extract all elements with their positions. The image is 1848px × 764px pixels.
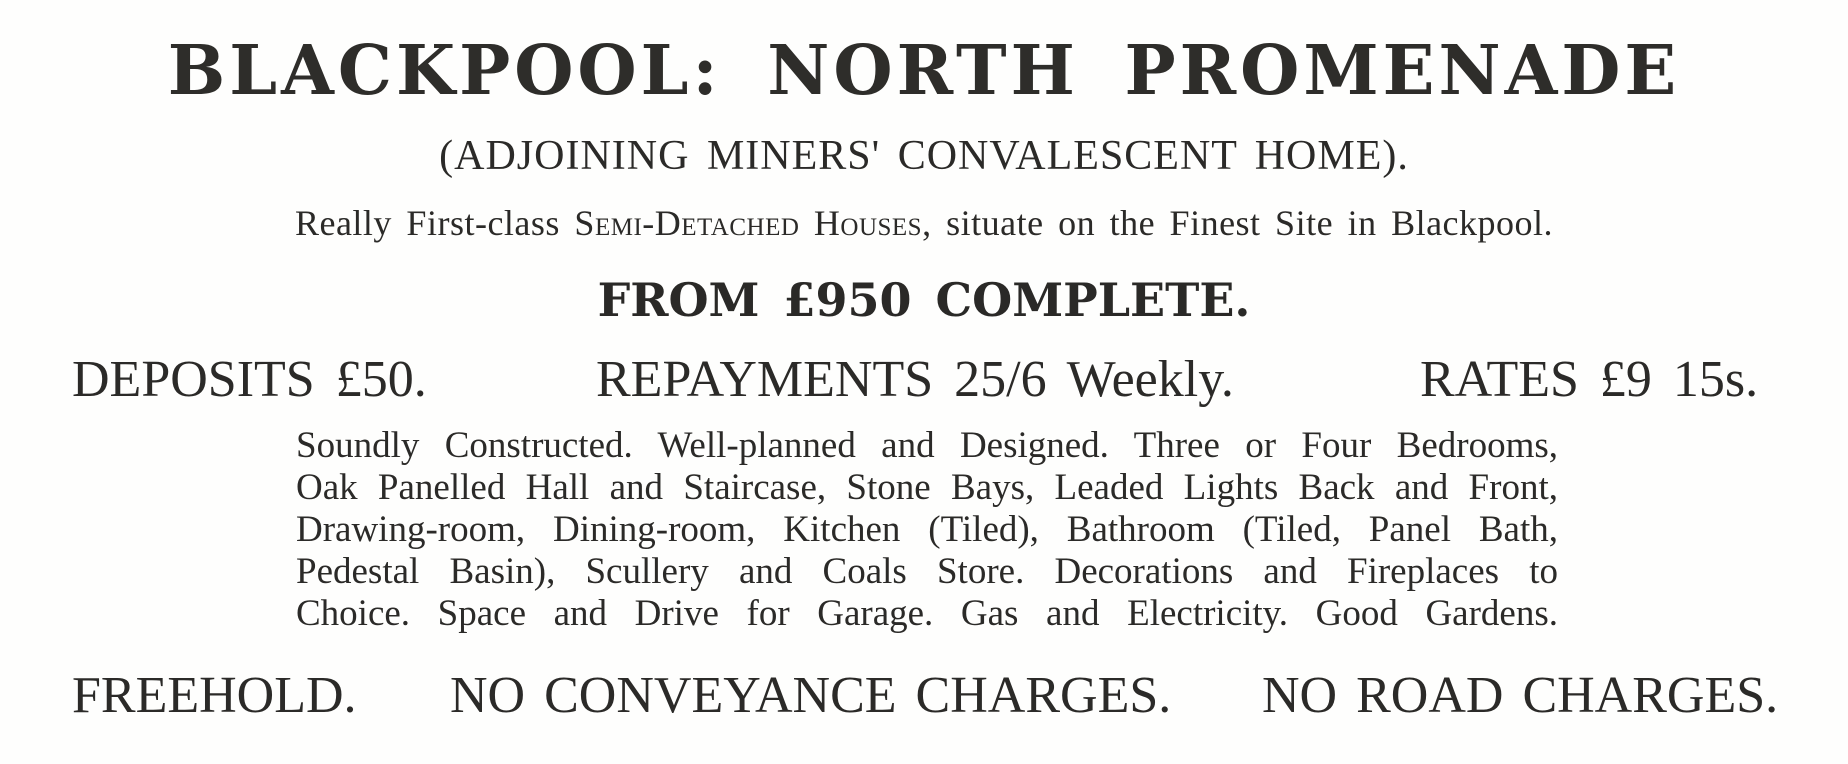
page-title: BLACKPOOL: NORTH PROMENADE: [167, 31, 1681, 111]
description-line: Oak Panelled Hall and Staircase, Stone Bays, Leaded Lights Back and Front,: [296, 467, 1558, 508]
price-heading: FROM £950 COMPLETE.: [597, 273, 1251, 327]
tagline-prefix: Really First-class: [294, 203, 575, 243]
description-line: Pedestal Basin), Scullery and Coals Store. Decorations and Fireplaces to: [296, 551, 1558, 592]
tagline-suffix: , situate on the Finest Site in Blackpool.: [922, 203, 1554, 243]
freehold-note: FREEHOLD.: [72, 667, 357, 724]
description-line: Drawing-room, Dining-room, Kitchen (Tiled), Bathroom (Tiled, Panel Bath,: [296, 509, 1558, 550]
conveyance-note: NO CONVEYANCE CHARGES.: [450, 667, 1172, 724]
repayment-term: REPAYMENTS 25/6 Weekly.: [596, 351, 1234, 408]
tagline: [0, 198, 1848, 248]
deposit-term: DEPOSITS £50.: [72, 351, 427, 408]
description-line: Choice. Space and Drive for Garage. Gas and Electricity. Good Gardens.: [296, 593, 1558, 634]
road-charges-note: NO ROAD CHARGES.: [1262, 667, 1779, 724]
rates-term: RATES £9 15s.: [1420, 351, 1759, 408]
description-line: Soundly Constructed. Well-planned and Designed. Three or Four Bedrooms,: [296, 425, 1558, 466]
description-block: [296, 425, 1558, 635]
subtitle: (ADJOINING MINERS' CONVALESCENT HOME).: [439, 133, 1409, 179]
tagline-small-caps: Semi-Detached Houses: [574, 203, 923, 243]
